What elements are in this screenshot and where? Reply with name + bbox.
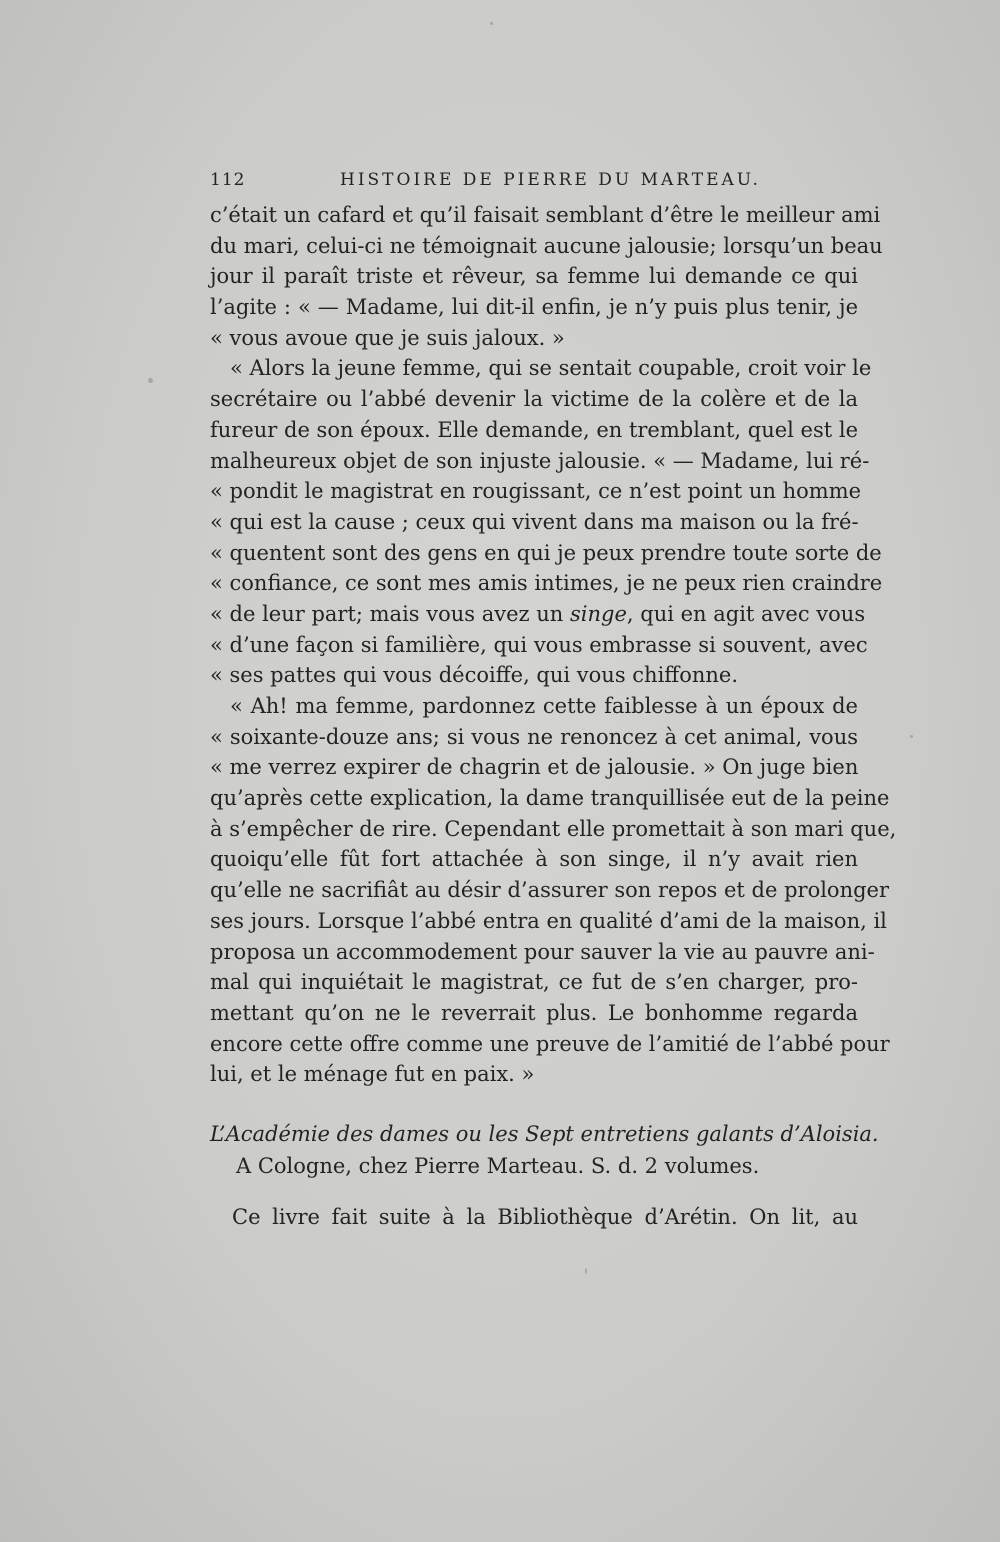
text-line: c’était un cafard et qu’il faisait semblant d’être le meilleur ami <box>210 203 881 227</box>
text-line: secrétaire ou l’abbé devenir la victime de la colère et de la <box>210 387 858 412</box>
book-title-entry: L’Académie des dames ou les Sept entretiens galants d’Aloisia. <box>210 1122 879 1146</box>
text-line: « confiance, ce sont mes amis intimes, je ne peux rien craindre <box>210 571 883 596</box>
text-line: malheureux objet de son injuste jalousie. « — Madame, lui ré- <box>210 448 870 473</box>
text-line: du mari, celui-ci ne témoignait aucune jalousie; lorsqu’un beau <box>210 233 883 258</box>
text-line: « pondit le magistrat en rougissant, ce n’est point un homme <box>210 479 862 504</box>
paper-speck <box>910 735 913 738</box>
text-line: encore cette offre comme une preuve de l’amitié de l’abbé pour <box>210 1031 890 1056</box>
body-text <box>210 200 897 1090</box>
text-line: qu’après cette explication, la dame tranquillisée eut de la peine <box>210 786 890 811</box>
page-number: 112 <box>210 170 246 190</box>
text-line: « ses pattes qui vous décoiffe, qui vous chiffonne. <box>210 663 738 688</box>
text-line: « soixante-douze ans; si vous ne renoncez à cet animal, vous <box>210 724 858 749</box>
imprint-line: A Cologne, chez Pierre Marteau. S. d. 2 volumes. <box>236 1154 760 1178</box>
text-line: « de leur part; mais vous avez un singe, qui en agit avec vous <box>210 601 866 626</box>
text-line: proposa un accommodement pour sauver la vie au pauvre ani- <box>210 939 875 964</box>
text-line: « me verrez expirer de chagrin et de jalousie. » On juge bien <box>210 755 859 780</box>
text-line: à s’empêcher de rire. Cependant elle promettait à son mari que, <box>210 816 897 841</box>
text-line: « Alors la jeune femme, qui se sentait coupable, croit voir le <box>230 356 872 381</box>
entry-description: Ce livre fait suite à la Bibliothèque d’Arétin. On lit, au <box>232 1205 858 1229</box>
text-line: mettant qu’on ne le reverrait plus. Le bonhomme regarda <box>210 1000 858 1025</box>
text-line: quoiqu’elle fût fort attachée à son singe, il n’y avait rien <box>210 847 858 872</box>
paper-speck <box>585 1268 587 1274</box>
text-line: l’agite : « — Madame, lui dit-il enfin, je n’y puis plus tenir, je <box>210 295 858 320</box>
paper-speck <box>490 22 493 25</box>
text-line: qu’elle ne sacrifiât au désir d’assurer son repos et de prolonger <box>210 878 890 903</box>
text-line: lui, et le ménage fut en paix. » <box>210 1062 535 1087</box>
text-line: « qui est la cause ; ceux qui vivent dans ma maison ou la fré- <box>210 509 859 534</box>
text-line: « Ah! ma femme, pardonnez cette faiblesse à un époux de <box>230 694 858 718</box>
text-line: « d’une façon si familière, qui vous embrasse si souvent, avec <box>210 632 868 657</box>
text-line: mal qui inquiétait le magistrat, ce fut de s’en charger, pro- <box>210 970 858 995</box>
running-title: HISTOIRE DE PIERRE DU MARTEAU. <box>340 170 761 190</box>
text-line: « quentent sont des gens en qui je peux prendre toute sorte de <box>210 540 882 565</box>
text-line: jour il paraît triste et rêveur, sa femme lui demande ce qui <box>210 264 858 289</box>
text-line: « vous avoue que je suis jaloux. » <box>210 325 565 350</box>
paper-speck <box>148 378 153 383</box>
text-line: ses jours. Lorsque l’abbé entra en qualité d’ami de la maison, il <box>210 908 887 933</box>
text-line: fureur de son époux. Elle demande, en tremblant, quel est le <box>210 417 859 442</box>
running-head <box>210 170 856 196</box>
